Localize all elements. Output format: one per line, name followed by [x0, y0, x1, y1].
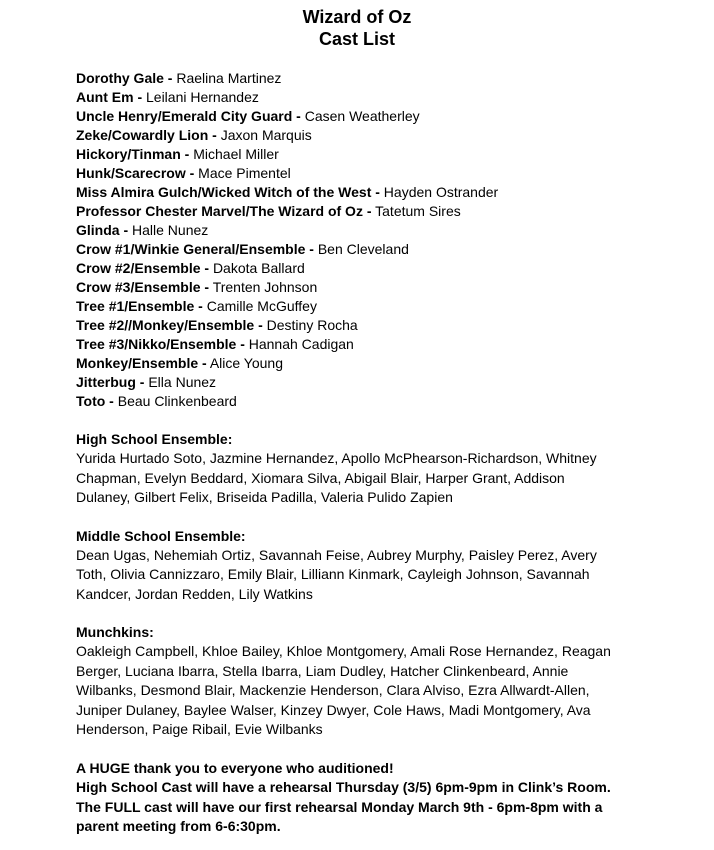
role-name: Tree #1/Ensemble -	[76, 298, 203, 314]
cast-row	[76, 240, 636, 259]
role-name: Professor Chester Marvel/The Wizard of Oz -	[76, 203, 372, 219]
role-name: Jitterbug -	[76, 374, 145, 390]
cast-row	[76, 392, 636, 411]
ensemble-names	[76, 642, 636, 740]
closing-notes	[76, 759, 636, 837]
names-line: Dean Ugas, Nehemiah Ortiz, Savannah Feise, Aubrey Murphy, Paisley Perez, Avery	[76, 546, 597, 563]
role-name: Aunt Em -	[76, 89, 143, 105]
section-heading: Middle School Ensemble:	[76, 527, 246, 544]
section-heading: High School Ensemble:	[76, 431, 233, 447]
role-name: Tree #2//Monkey/Ensemble -	[76, 317, 263, 333]
actor-name: Hannah Cadigan	[248, 336, 354, 352]
role-name: Uncle Henry/Emerald City Guard -	[76, 108, 301, 124]
actor-name: Mace Pimentel	[198, 165, 291, 181]
cast-row	[76, 278, 636, 297]
role-name: Miss Almira Gulch/Wicked Witch of the West -	[76, 184, 380, 200]
munchkins-section	[76, 623, 636, 740]
ensemble-names	[76, 546, 636, 605]
cast-row	[76, 88, 636, 107]
rehearsal-note: High School Cast will have a rehearsal Thursday (3/5) 6pm-9pm in Clink’s Room.	[76, 779, 611, 795]
names-line: Dulaney, Gilbert Felix, Briseida Padilla, Valeria Pulido Zapien	[76, 489, 453, 505]
role-name: Glinda -	[76, 222, 129, 238]
actor-name: Leilani Hernandez	[146, 89, 259, 105]
cast-row	[76, 164, 636, 183]
cast-row	[76, 126, 636, 145]
actor-name: Destiny Rocha	[266, 317, 358, 333]
section-heading: Munchkins:	[76, 624, 154, 640]
cast-row	[76, 373, 636, 392]
actor-name: Tatetum Sires	[375, 203, 461, 219]
document-header	[0, 6, 714, 50]
names-line: Chapman, Evelyn Beddard, Xiomara Silva, Abigail Blair, Harper Grant, Addison	[76, 469, 565, 486]
actor-name: Trenten Johnson	[212, 279, 318, 295]
rehearsal-note: The FULL cast will have our first rehearsal Monday March 9th - 6pm-8pm with a	[76, 798, 603, 815]
role-name: Hickory/Tinman -	[76, 146, 190, 162]
actor-name: Halle Nunez	[132, 222, 209, 238]
role-name: Tree #3/Nikko/Ensemble -	[76, 336, 245, 352]
names-line: Wilbanks, Desmond Blair, Mackenzie Henderson, Clara Alviso, Ezra Allwardt-Allen,	[76, 682, 590, 698]
ensemble-names	[76, 449, 636, 508]
actor-name: Raelina Martinez	[176, 70, 282, 86]
role-name: Dorothy Gale -	[76, 70, 173, 86]
actor-name: Dakota Ballard	[212, 260, 305, 276]
actor-name: Hayden Ostrander	[383, 184, 499, 200]
page-title: Wizard of Oz	[302, 7, 412, 27]
actor-name: Camille McGuffey	[206, 298, 317, 314]
names-line: Juniper Dulaney, Baylee Walser, Kinzey Dwyer, Cole Haws, Madi Montgomery, Ava	[76, 701, 591, 718]
names-line: Berger, Luciana Ibarra, Stella Ibarra, Liam Dudley, Hatcher Clinkenbeard, Annie	[76, 662, 569, 679]
role-name: Toto -	[76, 393, 114, 409]
names-line: Kandcer, Jordan Redden, Lily Watkins	[76, 585, 313, 602]
role-name: Hunk/Scarecrow -	[76, 165, 195, 181]
principal-cast-list	[76, 69, 636, 411]
thank-you-note: A HUGE thank you to everyone who auditioned!	[76, 759, 394, 776]
document-body	[76, 69, 636, 837]
cast-row	[76, 335, 636, 354]
role-name: Crow #3/Ensemble -	[76, 279, 210, 295]
actor-name: Alice Young	[209, 355, 284, 371]
cast-row	[76, 354, 636, 373]
cast-row	[76, 69, 636, 88]
middle-school-ensemble-section	[76, 527, 636, 605]
cast-row	[76, 202, 636, 221]
actor-name: Ben Cleveland	[317, 241, 409, 257]
cast-row	[76, 145, 636, 164]
actor-name: Michael Miller	[193, 146, 279, 162]
names-line: Yurida Hurtado Soto, Jazmine Hernandez, Apollo McPhearson-Richardson, Whitney	[76, 450, 597, 466]
role-name: Crow #1/Winkie General/Ensemble -	[76, 241, 314, 257]
role-name: Monkey/Ensemble -	[76, 355, 207, 371]
role-name: Zeke/Cowardly Lion -	[76, 127, 217, 143]
high-school-ensemble-section	[76, 430, 636, 508]
cast-row	[76, 221, 636, 240]
rehearsal-note: parent meeting from 6-6:30pm.	[76, 818, 281, 834]
actor-name: Casen Weatherley	[304, 108, 420, 124]
names-line: Henderson, Paige Ribail, Evie Wilbanks	[76, 721, 323, 737]
cast-row	[76, 183, 636, 202]
actor-name: Ella Nunez	[148, 374, 217, 390]
page-subtitle: Cast List	[318, 29, 396, 49]
cast-row	[76, 259, 636, 278]
actor-name: Beau Clinkenbeard	[117, 393, 237, 409]
cast-row	[76, 297, 636, 316]
names-line: Toth, Olivia Cannizzaro, Emily Blair, Lilliann Kinmark, Cayleigh Johnson, Savannah	[76, 566, 590, 582]
names-line: Oakleigh Campbell, Khloe Bailey, Khloe Montgomery, Amali Rose Hernandez, Reagan	[76, 643, 611, 659]
role-name: Crow #2/Ensemble -	[76, 260, 210, 276]
cast-row	[76, 316, 636, 335]
cast-row	[76, 107, 636, 126]
actor-name: Jaxon Marquis	[220, 127, 312, 143]
